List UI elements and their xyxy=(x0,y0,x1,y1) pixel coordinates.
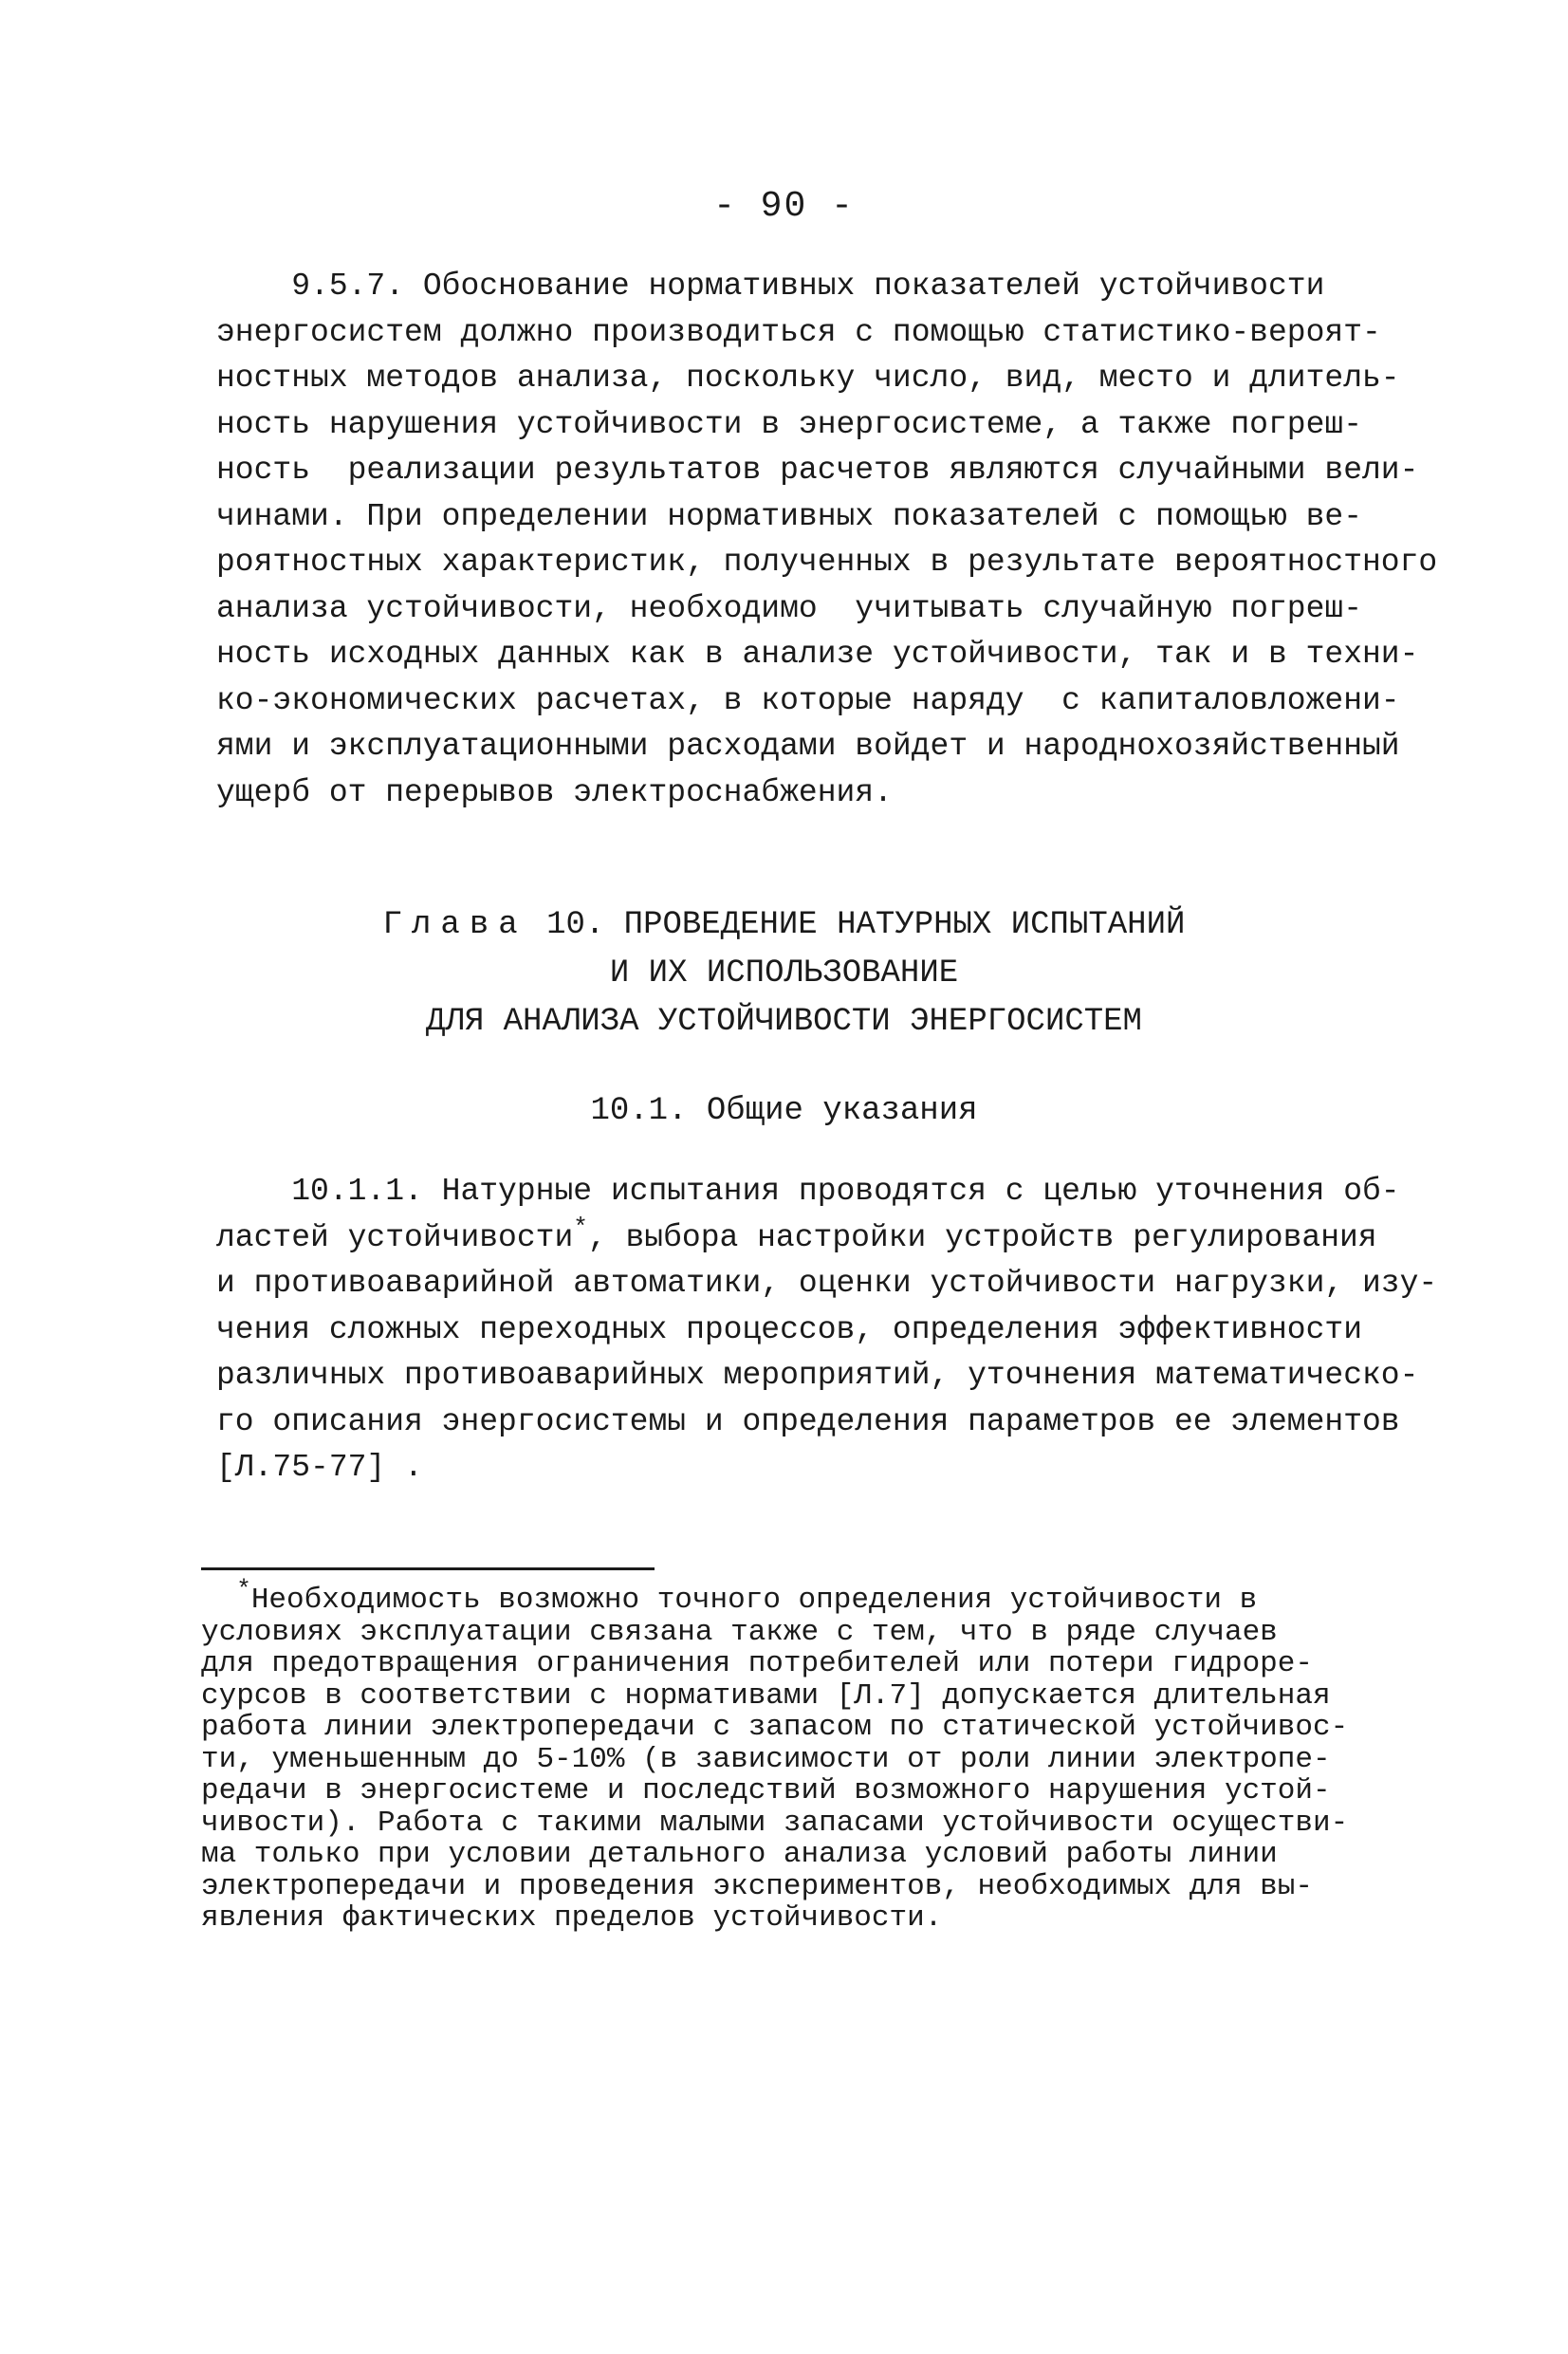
text-line: энергосистем должно производиться с помощью статистико-вероят- xyxy=(216,314,1381,350)
text-line: анализа устойчивости, необходимо учитывать случайную погреш- xyxy=(216,590,1362,626)
text-line xyxy=(216,1215,1487,1262)
footnote-line: редачи в энергосистеме и последствий возможного нарушения устой- xyxy=(201,1774,1331,1807)
footnote-line: сурсов в соответствии с нормативами [Л.7] допускается длительная xyxy=(201,1678,1331,1713)
text-line: ущерб от перерывов электроснабжения. xyxy=(216,774,893,810)
text-line: чинами. При определении нормативных показателей с помощью ве- xyxy=(216,498,1362,534)
chapter-title-line-3: ДЛЯ АНАЛИЗА УСТОЙЧИВОСТИ ЭНЕРГОСИСТЕМ xyxy=(426,1004,1142,1040)
text-fragment: ластей устойчивости xyxy=(216,1219,574,1255)
text-line: ность реализации результатов расчетов являются случайными вели- xyxy=(216,453,1419,488)
text-line: ность исходных данных как в анализе устойчивости, так и в техни- xyxy=(216,637,1419,672)
footnote-line: для предотвращения ограничения потребителей или потери гидроре- xyxy=(201,1647,1313,1680)
footnote-text: Необходимость возможно точного определения устойчивости в xyxy=(250,1584,1258,1617)
chapter-title-line-1 xyxy=(0,901,1568,950)
chapter-label: Глава xyxy=(382,907,527,943)
footnote-separator xyxy=(201,1567,655,1570)
text-line: [Л.75-77] . xyxy=(216,1450,423,1485)
footnote-line: чивости). Работа с такими малыми запасами устойчивости осуществи- xyxy=(201,1806,1349,1840)
chapter-heading xyxy=(0,901,1568,1047)
footnote-line: явления фактических пределов устойчивости. xyxy=(201,1901,943,1935)
text-line: ями и эксплуатационными расходами войдет и народнохозяйственный xyxy=(216,729,1400,764)
footnote-line: ма только при условии детального анализа условий работы линии xyxy=(201,1838,1278,1871)
chapter-title: 10. ПРОВЕДЕНИЕ НАТУРНЫХ ИСПЫТАНИЙ xyxy=(546,907,1186,943)
footnote xyxy=(201,1575,1501,1935)
text-line: 9.5.7. Обоснование нормативных показателей устойчивости xyxy=(216,269,1325,304)
text-line: ность нарушения устойчивости в энергосистеме, а также погреш- xyxy=(216,406,1362,442)
footnote-line: электропередачи и проведения экспериментов, необходимых для вы- xyxy=(201,1869,1313,1903)
text-line: чения сложных переходных процессов, определения эффективности xyxy=(216,1311,1362,1347)
text-line: и противоаварийной автоматики, оценки устойчивости нагрузки, изу- xyxy=(216,1266,1438,1301)
footnote-line: ти, уменьшенным до 5-10% (в зависимости от роли линии электропе- xyxy=(201,1742,1331,1776)
chapter-title-line-2: И ИХ ИСПОЛЬЗОВАНИЕ xyxy=(609,955,959,992)
footnote-mark: * xyxy=(236,1575,251,1604)
text-line: го описания энергосистемы и определения параметров ее элементов xyxy=(216,1403,1400,1439)
text-fragment: , выбора настройки устройств регулирования xyxy=(587,1219,1377,1255)
footnote-line: условиях эксплуатации связана также с тем, что в ряде случаев xyxy=(201,1615,1278,1649)
text-line: 10.1.1. Натурные испытания проводятся с целью уточнения об- xyxy=(216,1174,1400,1209)
footnote-reference-mark[interactable]: * xyxy=(573,1213,588,1242)
text-line: ностных методов анализа, поскольку число, вид, место и длитель- xyxy=(216,361,1400,396)
text-line: ко-экономических расчетах, в которые наряду с капиталовложени- xyxy=(216,682,1400,718)
text-line: роятностных характеристик, полученных в результате вероятностного xyxy=(216,545,1438,580)
footnote-first-line xyxy=(201,1575,1501,1617)
text-line: различных противоаварийных мероприятий, уточнения математическо- xyxy=(216,1358,1419,1393)
paragraph-9-5-7 xyxy=(216,264,1487,816)
footnote-line: работа линии электропередачи с запасом по статической устойчивос- xyxy=(201,1711,1349,1744)
paragraph-10-1-1 xyxy=(216,1169,1487,1492)
page-number: - 90 - xyxy=(713,186,855,227)
section-heading: 10.1. Общие указания xyxy=(590,1093,978,1129)
